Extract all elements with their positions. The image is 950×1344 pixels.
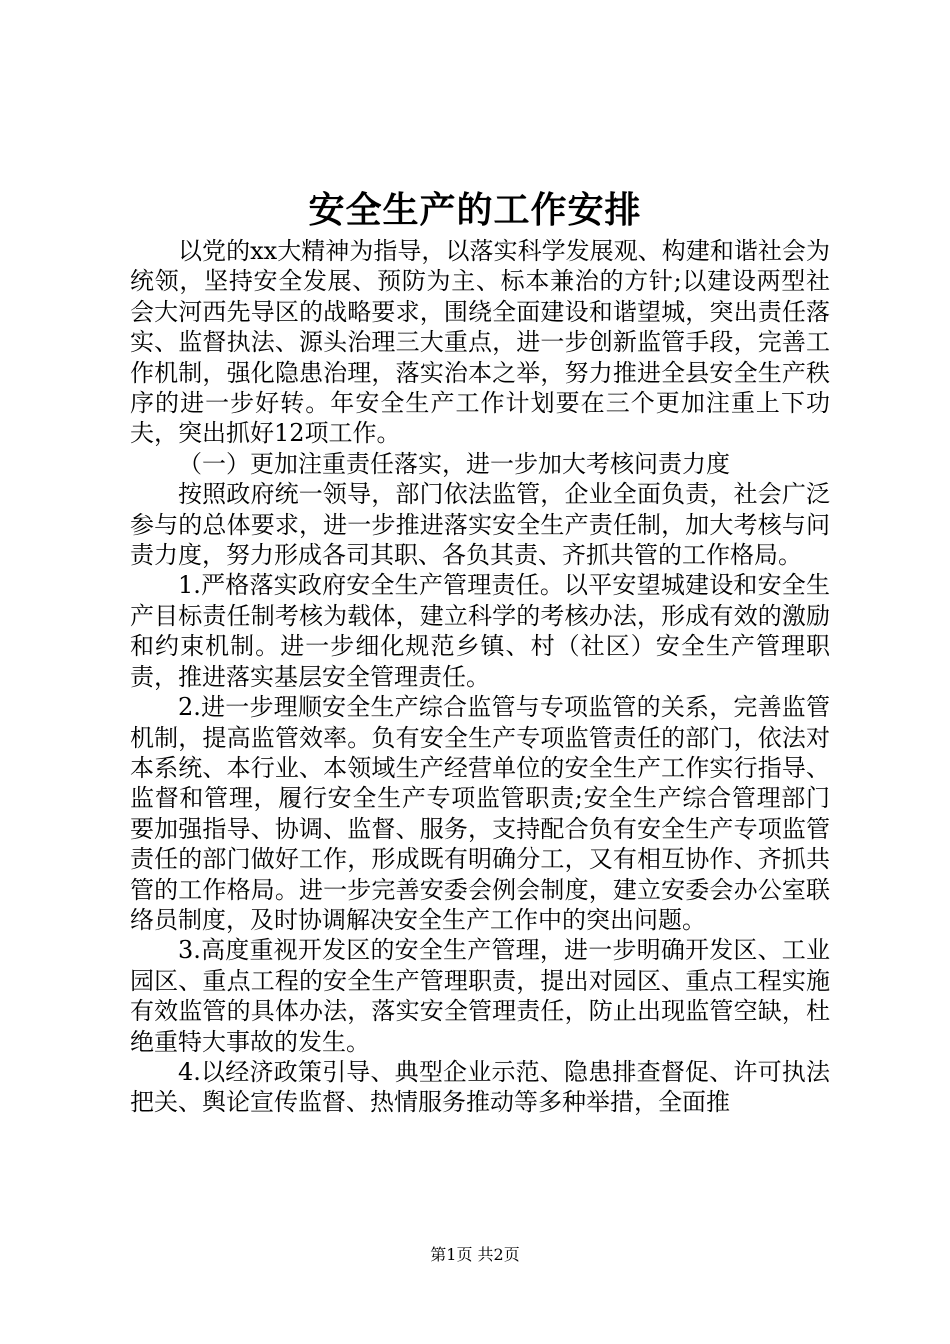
paragraph-item-1: 1.严格落实政府安全生产管理责任。以平安望城建设和安全生产目标责任制考核为载体，建立科学的考核办法，形成有效的激励和约束机制。进一步细化规范乡镇、村（社区）安全生产管理职责，推进落实基层安全管理责任。 xyxy=(130,571,830,691)
document-title: 安全生产的工作安排 xyxy=(308,189,642,231)
paragraph-item-3: 3.高度重视开发区的安全生产管理，进一步明确开发区、工业园区、重点工程的安全生产管理职责，提出对园区、重点工程实施有效监管的具体办法，落实安全管理责任，防止出现监管空缺，杜绝重特大事故的发生。 xyxy=(130,936,830,1056)
paragraph-item-4: 4.以经济政策引导、典型企业示范、隐患排查督促、许可执法把关、舆论宣传监督、热情服务推动等多种举措，全面推 xyxy=(130,1057,830,1117)
paragraph-intro: 以党的xx大精神为指导，以落实科学发展观、构建和谐社会为统领，坚持安全发展、预防为主、标本兼治的方针;以建设两型社会大河西先导区的战略要求，围绕全面建设和谐望城，突出责任落实、监督执法、源头治理三大重点，进一步创新监管手段，完善工作机制，强化隐患治理，落实治本之举，努力推进全县安全生产秩序的进一步好转。年安全生产工作计划要在三个更加注重上下功夫，突出抓好12项工作。 xyxy=(130,237,830,448)
paragraph-item-2: 2.进一步理顺安全生产综合监管与专项监管的关系，完善监管机制，提高监管效率。负有安全生产专项监管责任的部门，依法对本系统、本行业、本领域生产经营单位的安全生产工作实行指导、监督和管理，履行安全生产专项监管职责;安全生产综合管理部门要加强指导、协调、监督、服务，支持配合负有安全生产专项监管责任的部门做好工作，形成既有明确分工，又有相互协作、齐抓共管的工作格局。进一步完善安委会例会制度，建立安委会办公室联络员制度，及时协调解决安全生产工作中的突出问题。 xyxy=(130,693,830,934)
page-footer: 第1页 共2页 xyxy=(430,1245,520,1264)
paragraph-section-1-intro: 按照政府统一领导，部门依法监管，企业全面负责，社会广泛参与的总体要求，进一步推进落实安全生产责任制，加大考核与问责力度，努力形成各司其职、各负其责、齐抓共管的工作格局。 xyxy=(130,480,830,570)
section-heading-1: （一）更加注重责任落实，进一步加大考核问责力度 xyxy=(178,449,730,478)
document-body xyxy=(130,236,830,1118)
